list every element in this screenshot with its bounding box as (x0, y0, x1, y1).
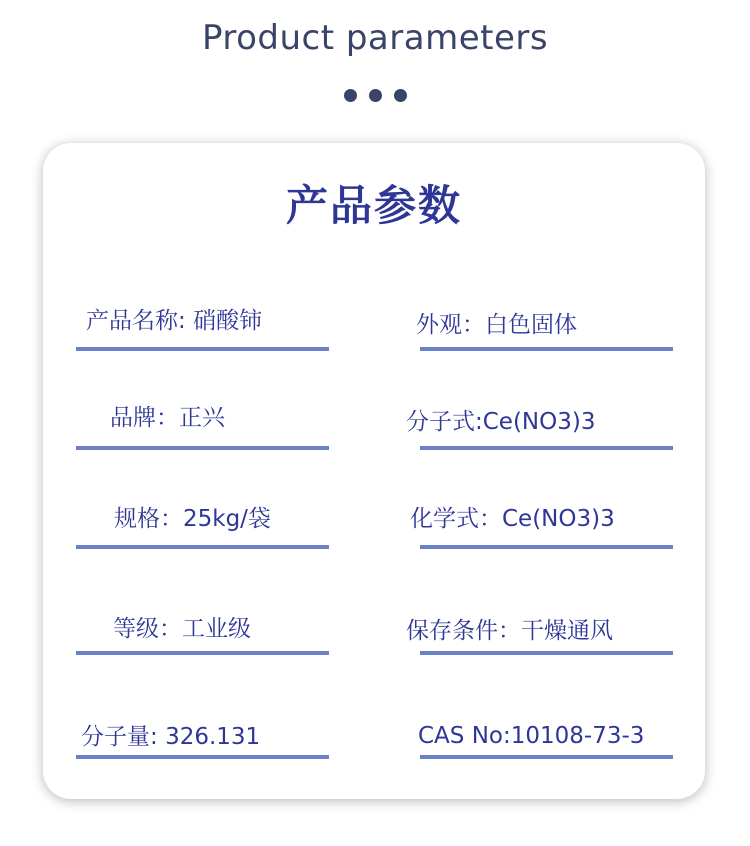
field-underline (76, 446, 329, 450)
field-sep: : (502, 723, 511, 749)
field-sep: ： (156, 405, 179, 431)
field-label: 外观 (416, 312, 462, 338)
field-value: 25kg/袋 (183, 506, 271, 532)
field-underline (420, 651, 673, 655)
field-value: 干燥通风 (521, 618, 613, 644)
field-sep: ： (479, 506, 502, 532)
dot-icon (344, 89, 357, 102)
field-molecular-weight (76, 699, 329, 759)
field-specification (76, 489, 329, 549)
field-value: Ce(NO3)3 (502, 506, 615, 532)
field-storage (406, 595, 673, 655)
field-label: 规格 (114, 506, 160, 532)
field-value: 硝酸铈 (193, 308, 263, 334)
field-label: 分子量 (81, 724, 150, 750)
field-sep: ： (160, 506, 183, 532)
field-label: CAS No (418, 723, 503, 749)
field-label: 等级 (113, 616, 159, 642)
field-value: 正兴 (179, 405, 225, 431)
page-title: Product parameters (201, 18, 549, 58)
field-label: 保存条件 (406, 618, 498, 644)
field-sep: ： (462, 312, 485, 338)
field-value: 326.131 (165, 724, 261, 750)
field-underline (76, 651, 329, 655)
field-molecular-formula (406, 390, 673, 450)
field-sep: ： (498, 618, 521, 644)
field-value: 白色固体 (485, 312, 577, 338)
field-label: 分子式 (406, 409, 475, 435)
dot-icon (369, 89, 382, 102)
field-underline (76, 545, 329, 549)
dots-decoration (0, 89, 750, 102)
field-grade (76, 595, 329, 655)
field-value: 10108-73-3 (510, 723, 645, 749)
parameters-card (43, 143, 705, 799)
field-underline (420, 545, 673, 549)
field-value: Ce(NO3)3 (482, 409, 596, 435)
field-brand (76, 390, 329, 450)
field-value: 工业级 (182, 616, 251, 642)
field-product-name (76, 291, 329, 351)
dot-icon (394, 89, 407, 102)
field-chemical-formula (410, 489, 673, 549)
field-appearance (416, 291, 673, 351)
field-cas-no (420, 699, 673, 759)
field-label: 品牌 (110, 405, 156, 431)
field-sep: : (178, 308, 194, 334)
field-label: 化学式 (410, 506, 479, 532)
field-underline (76, 347, 329, 351)
field-underline (420, 755, 673, 759)
field-sep: ： (159, 616, 182, 642)
card-title: 产品参数 (285, 181, 462, 230)
field-underline (76, 755, 329, 759)
field-underline (420, 446, 673, 450)
field-sep: : (150, 724, 166, 750)
field-underline (420, 347, 673, 351)
field-sep: : (475, 409, 483, 435)
field-label: 产品名称 (86, 308, 178, 334)
